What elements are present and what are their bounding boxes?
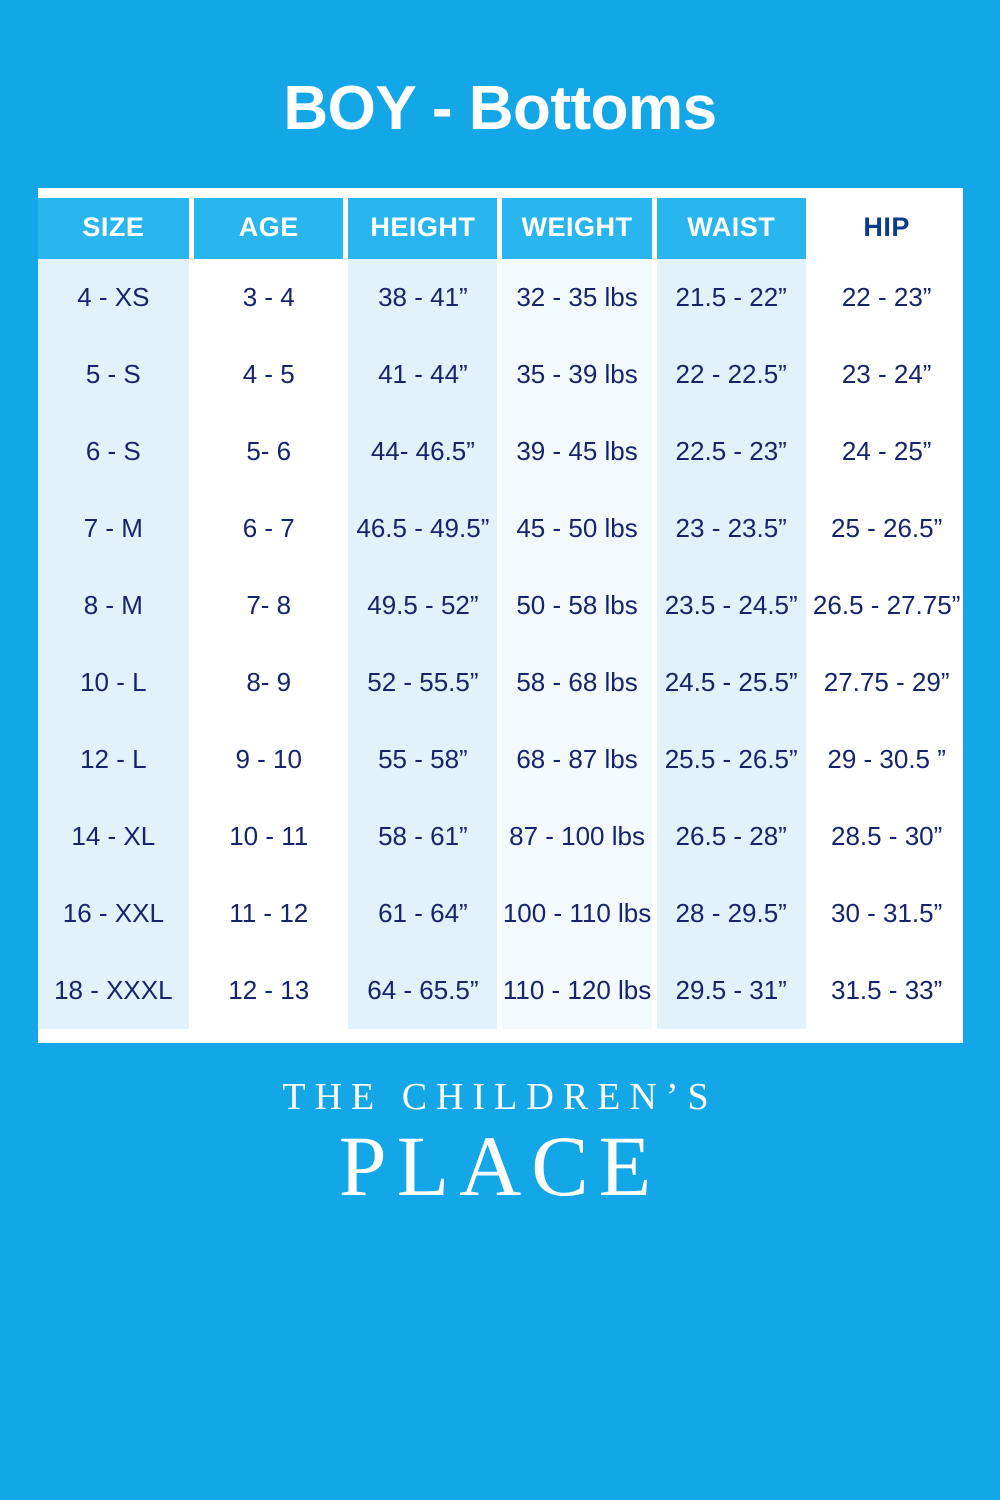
cell-height: 55 - 58” [346, 721, 500, 798]
cell-hip: 25 - 26.5” [808, 490, 962, 567]
cell-weight: 68 - 87 lbs [500, 721, 654, 798]
column-header-age: AGE [192, 198, 346, 259]
cell-age: 11 - 12 [192, 875, 346, 952]
table-row [38, 875, 963, 952]
cell-weight: 87 - 100 lbs [500, 798, 654, 875]
cell-age: 10 - 11 [192, 798, 346, 875]
cell-hip: 27.75 - 29” [808, 644, 962, 721]
table-body [38, 259, 963, 1029]
table-row [38, 336, 963, 413]
cell-size: 8 - M [38, 567, 192, 644]
column-header-height: HEIGHT [346, 198, 500, 259]
cell-weight: 32 - 35 lbs [500, 259, 654, 336]
cell-height: 58 - 61” [346, 798, 500, 875]
cell-waist: 23.5 - 24.5” [654, 567, 808, 644]
table-row [38, 721, 963, 798]
cell-waist: 21.5 - 22” [654, 259, 808, 336]
cell-waist: 26.5 - 28” [654, 798, 808, 875]
cell-hip: 24 - 25” [808, 413, 962, 490]
cell-weight: 35 - 39 lbs [500, 336, 654, 413]
cell-size: 4 - XS [38, 259, 192, 336]
cell-age: 4 - 5 [192, 336, 346, 413]
cell-weight: 110 - 120 lbs [500, 952, 654, 1029]
cell-height: 38 - 41” [346, 259, 500, 336]
cell-age: 9 - 10 [192, 721, 346, 798]
cell-weight: 58 - 68 lbs [500, 644, 654, 721]
cell-size: 6 - S [38, 413, 192, 490]
cell-height: 46.5 - 49.5” [346, 490, 500, 567]
cell-height: 61 - 64” [346, 875, 500, 952]
table-header [38, 198, 963, 259]
column-header-waist: WAIST [654, 198, 808, 259]
brand-logo-line2: PLACE [338, 1117, 662, 1214]
cell-size: 18 - XXXL [38, 952, 192, 1029]
table-row [38, 952, 963, 1029]
cell-waist: 23 - 23.5” [654, 490, 808, 567]
cell-weight: 100 - 110 lbs [500, 875, 654, 952]
cell-age: 7- 8 [192, 567, 346, 644]
column-header-weight: WEIGHT [500, 198, 654, 259]
table-row [38, 644, 963, 721]
cell-age: 5- 6 [192, 413, 346, 490]
cell-age: 6 - 7 [192, 490, 346, 567]
table-row [38, 567, 963, 644]
cell-size: 12 - L [38, 721, 192, 798]
cell-height: 44- 46.5” [346, 413, 500, 490]
table-row [38, 259, 963, 336]
cell-hip: 29 - 30.5 ” [808, 721, 962, 798]
cell-size: 14 - XL [38, 798, 192, 875]
cell-size: 10 - L [38, 644, 192, 721]
brand-logo-line1: THE CHILDREN’S [282, 1076, 718, 1118]
cell-size: 7 - M [38, 490, 192, 567]
cell-weight: 39 - 45 lbs [500, 413, 654, 490]
cell-age: 12 - 13 [192, 952, 346, 1029]
table-row [38, 490, 963, 567]
size-chart-table [38, 198, 963, 1029]
cell-hip: 26.5 - 27.75” [808, 567, 962, 644]
cell-waist: 28 - 29.5” [654, 875, 808, 952]
cell-hip: 22 - 23” [808, 259, 962, 336]
column-header-size: SIZE [38, 198, 192, 259]
cell-height: 52 - 55.5” [346, 644, 500, 721]
table-header-row [38, 198, 963, 259]
page-title: BOY - Bottoms [283, 74, 717, 143]
cell-weight: 50 - 58 lbs [500, 567, 654, 644]
cell-waist: 22 - 22.5” [654, 336, 808, 413]
cell-hip: 28.5 - 30” [808, 798, 962, 875]
cell-height: 49.5 - 52” [346, 567, 500, 644]
cell-hip: 30 - 31.5” [808, 875, 962, 952]
cell-size: 5 - S [38, 336, 192, 413]
column-header-hip: HIP [808, 198, 962, 259]
cell-waist: 29.5 - 31” [654, 952, 808, 1029]
cell-hip: 23 - 24” [808, 336, 962, 413]
cell-hip: 31.5 - 33” [808, 952, 962, 1029]
cell-waist: 25.5 - 26.5” [654, 721, 808, 798]
table-row [38, 798, 963, 875]
cell-weight: 45 - 50 lbs [500, 490, 654, 567]
cell-waist: 24.5 - 25.5” [654, 644, 808, 721]
cell-height: 41 - 44” [346, 336, 500, 413]
size-table-container [38, 188, 963, 1043]
cell-waist: 22.5 - 23” [654, 413, 808, 490]
cell-size: 16 - XXL [38, 875, 192, 952]
table-row [38, 413, 963, 490]
cell-age: 8- 9 [192, 644, 346, 721]
cell-height: 64 - 65.5” [346, 952, 500, 1029]
cell-age: 3 - 4 [192, 259, 346, 336]
brand-logo [282, 1076, 718, 1214]
